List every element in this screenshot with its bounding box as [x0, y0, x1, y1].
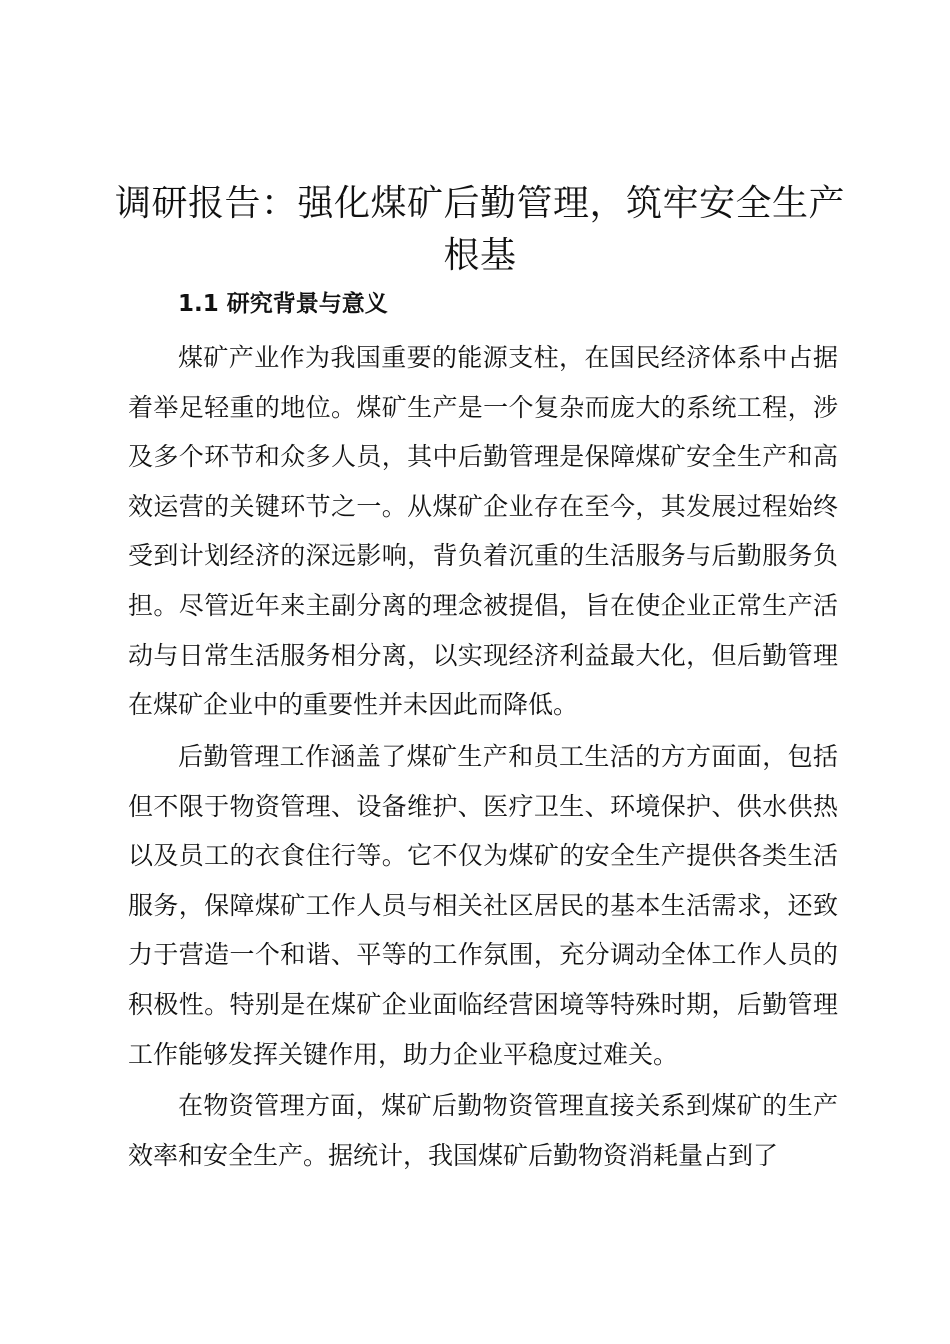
body-paragraph: 后勤管理工作涵盖了煤矿生产和员工生活的方方面面，包括但不限于物资管理、设备维护、医疗卫生、环境保护、供水供热以及员工的衣食住行等。它不仅为煤矿的安全生产提供各类生活服务，保障煤矿工作人员与相关社区居民的基本生活需求，还致力于营造一个和谐、平等的工作氛围，充分调动全体工作人员的积极性。特别是在煤矿企业面临经营困境等特殊时期，后勤管理工作能够发挥关键作用，助力企业平稳度过难关。 — [128, 742, 838, 1069]
document-title: 调研报告：强化煤矿后勤管理，筑牢安全生产根基 — [115, 183, 846, 276]
body-paragraph: 在物资管理方面，煤矿后勤物资管理直接关系到煤矿的生产效率和安全生产。据统计，我国煤矿后勤物资消耗量占到了 — [128, 1091, 838, 1170]
section-heading: 1.1 研究背景与意义 — [178, 291, 388, 317]
body-paragraph: 煤矿产业作为我国重要的能源支柱，在国民经济体系中占据着举足轻重的地位。煤矿生产是一个复杂而庞大的系统工程，涉及多个环节和众多人员，其中后勤管理是保障煤矿安全生产和高效运营的关键环节之一。从煤矿企业存在至今，其发展过程始终受到计划经济的深远影响，背负着沉重的生活服务与后勤服务负担。尽管近年来主副分离的理念被提倡，旨在使企业正常生产活动与日常生活服务相分离，以实现经济利益最大化，但后勤管理在煤矿企业中的重要性并未因此而降低。 — [128, 343, 838, 720]
